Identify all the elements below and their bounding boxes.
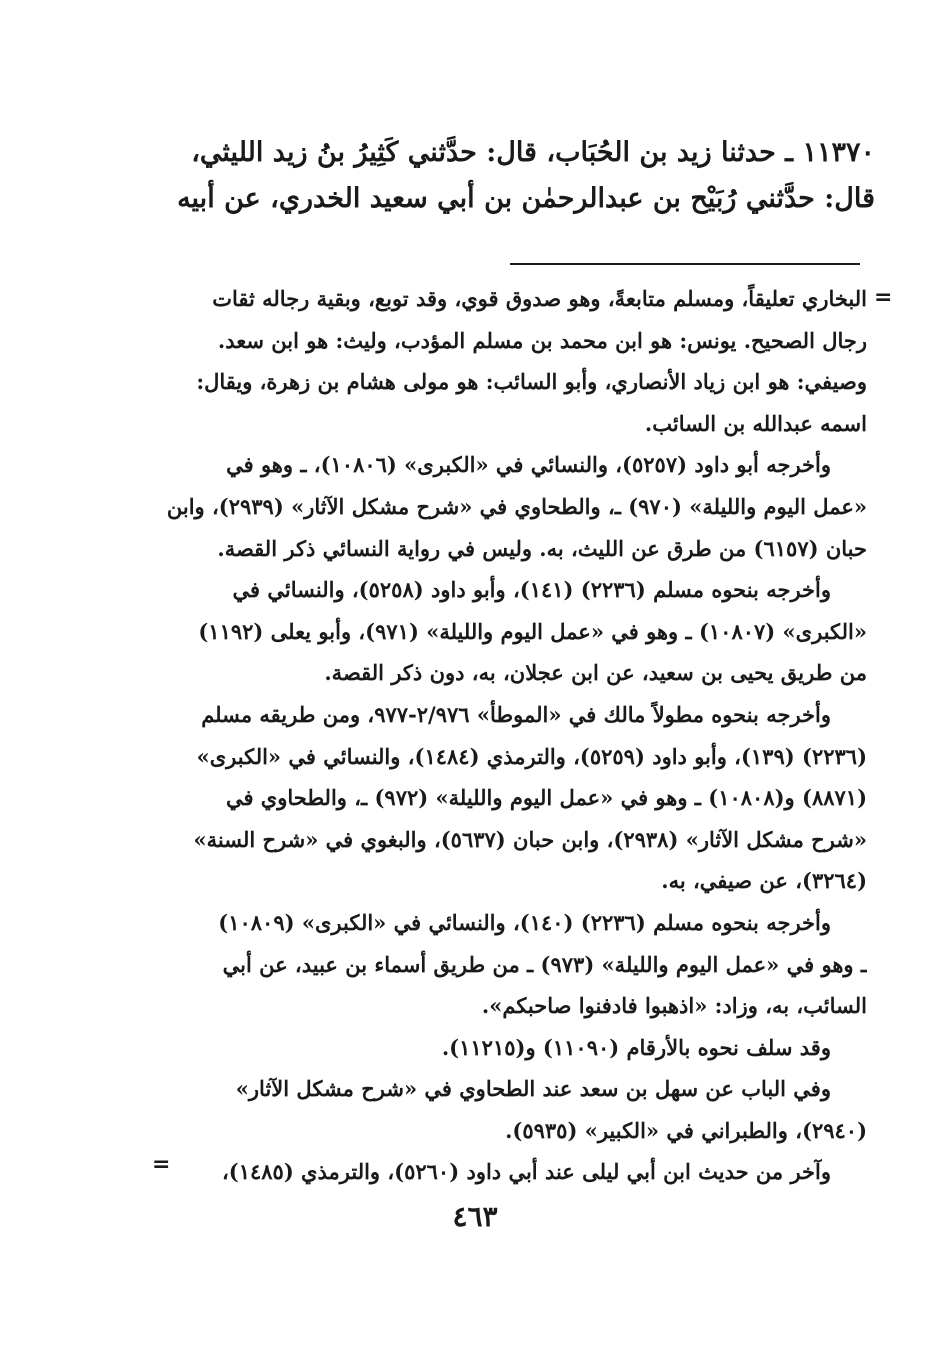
footnote-line: وأخرجه بنحوه مسلم (٢٢٣٦) (١٤٠)، والنسائي في «الكبرى» (١٠٨٠٩) bbox=[218, 909, 831, 935]
footnote-line: (٢٢٣٦) (١٣٩)، وأبو داود (٥٢٥٩)، والترمذي (١٤٨٤)، والنسائي في «الكبرى» bbox=[196, 743, 867, 769]
continuation-marker-bottom: = bbox=[152, 1152, 171, 1177]
footnote-line: (٣٢٦٤)، عن صيفي، به. bbox=[661, 868, 867, 894]
footnote-divider bbox=[510, 263, 860, 265]
footnote-line: «عمل اليوم والليلة» (٩٧٠) ـ، والطحاوي في «شرح مشكل الآثار» (٢٩٣٩)، وابن bbox=[166, 493, 867, 519]
footnote-line: ـ وهو في «عمل اليوم والليلة» (٩٧٣) ـ من طريق أسماء بن عبيد، عن أبي bbox=[222, 951, 867, 977]
footnote-line: اسمه عبدالله بن السائب. bbox=[644, 410, 867, 436]
footnote-line: (٨٨٧١) و(١٠٨٠٨) ـ وهو في «عمل اليوم والليلة» (٩٧٢) ـ، والطحاوي في bbox=[225, 785, 867, 811]
continuation-marker-top: = bbox=[874, 285, 893, 310]
hadith-line: ١١٣٧٠ ـ حدثنا زيد بن الحُبَاب، قال: حدَّثني كَثِيرُ بنُ زيد الليثي، bbox=[191, 137, 875, 168]
footnote-line: «شرح مشكل الآثار» (٢٩٣٨)، وابن حبان (٥٦٣٧)، والبغوي في «شرح السنة» bbox=[193, 826, 867, 852]
hadith-line: قال: حدَّثني رُبَيْح بن عبدالرحمٰن بن أبي سعيد الخدري، عن أبيه bbox=[177, 183, 875, 214]
page-number: ٤٦٣ bbox=[452, 1200, 498, 1233]
footnote-line: وأخرجه بنحوه مسلم (٢٢٣٦) (١٤١)، وأبو داود (٥٢٥٨)، والنسائي في bbox=[232, 577, 831, 603]
footnote-line: وفي الباب عن سهل بن سعد عند الطحاوي في «شرح مشكل الآثار» bbox=[235, 1076, 831, 1102]
footnote-line: وأخرجه أبو داود (٥٢٥٧)، والنسائي في «الكبرى» (١٠٨٠٦)، ـ وهو في bbox=[226, 452, 831, 478]
hadith-text bbox=[140, 130, 875, 222]
footnote-line: وقد سلف نحوه بالأرقام (١١٠٩٠) و(١١٢١٥). bbox=[441, 1034, 831, 1060]
footnote-line: السائب، به، وزاد: «اذهبوا فادفنوا صاحبكم». bbox=[481, 993, 867, 1019]
footnote-line: «الكبرى» (١٠٨٠٧) ـ وهو في «عمل اليوم والليلة» (٩٧١)، وأبو يعلى (١١٩٢) bbox=[198, 618, 867, 644]
footnote-line: (٢٩٤٠)، والطبراني في «الكبير» (٥٩٣٥). bbox=[505, 1117, 867, 1143]
footnote-line: البخاري تعليقاً، ومسلم متابعةً، وهو صدوق قوي، وقد توبع، وبقية رجاله ثقات bbox=[212, 286, 867, 311]
footnotes-section bbox=[145, 278, 867, 1193]
footnote-line: رجال الصحيح. يونس: هو ابن محمد بن مسلم المؤدب، وليث: هو ابن سعد. bbox=[217, 327, 867, 353]
footnote-line: وأخرجه بنحوه مطولاً مالك في «الموطأ» ٢/٩٧٦-٩٧٧، ومن طريقه مسلم bbox=[201, 701, 831, 727]
footnote-line: وآخر من حديث ابن أبي ليلى عند أبي داود (٥٢٦٠)، والترمذي (١٤٨٥)، bbox=[221, 1159, 831, 1185]
footnote-line: وصيفي: هو ابن زياد الأنصاري، وأبو السائب: هو مولى هشام بن زهرة، ويقال: bbox=[196, 369, 867, 395]
footnote-line: حبان (٦١٥٧) من طرق عن الليث، به. وليس في رواية النسائي ذكر القصة. bbox=[217, 535, 867, 561]
footnote-line: من طريق يحيى بن سعيد، عن ابن عجلان، به، دون ذكر القصة. bbox=[324, 660, 867, 686]
